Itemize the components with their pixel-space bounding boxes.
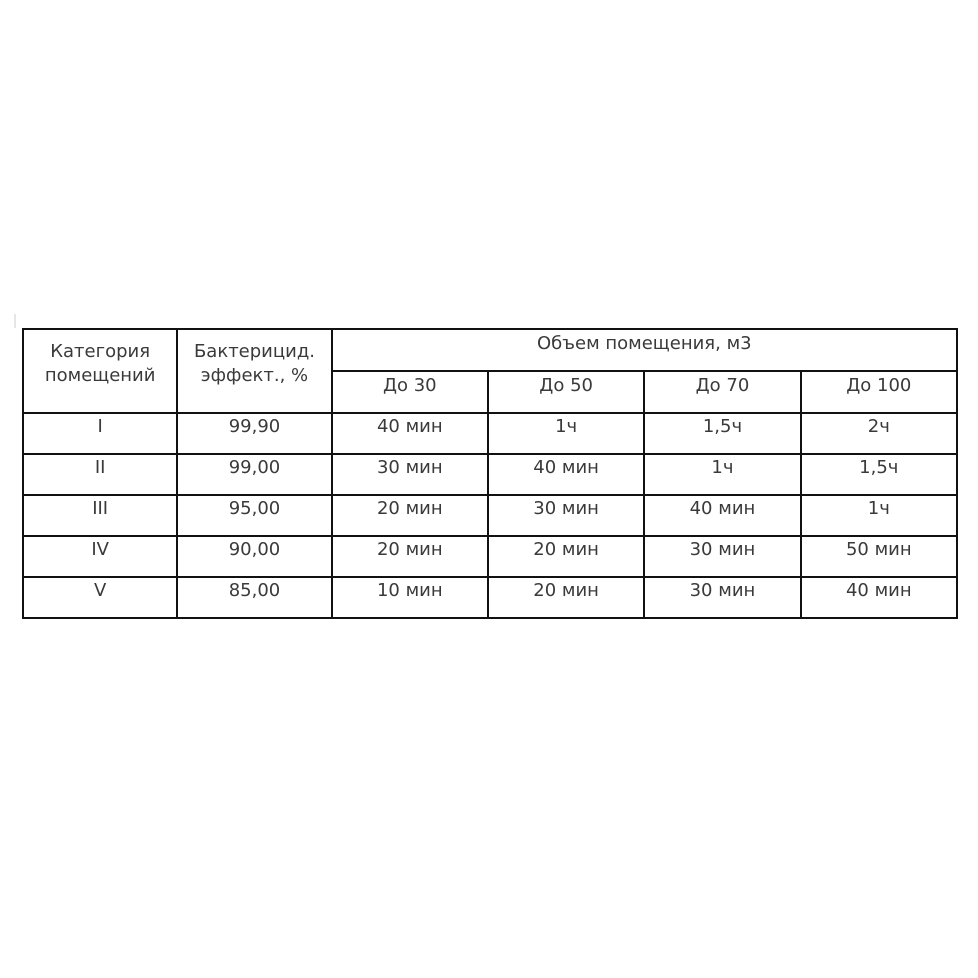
header-row [23, 329, 957, 371]
time-cell: 2ч [801, 413, 957, 454]
exposure-table-container [22, 328, 958, 619]
time-cell: 30 мин [644, 577, 800, 618]
category-cell: IV [23, 536, 177, 577]
time-cell: 1,5ч [801, 454, 957, 495]
page-edge-mark [14, 314, 16, 328]
category-cell: V [23, 577, 177, 618]
time-cell: 40 мин [488, 454, 644, 495]
exposure-time-table [22, 328, 958, 619]
category-cell: II [23, 454, 177, 495]
table-row [23, 454, 957, 495]
effect-cell: 99,00 [177, 454, 331, 495]
category-cell: I [23, 413, 177, 454]
header-volume-100: До 100 [801, 371, 957, 413]
header-category-line-1: Категория [50, 341, 151, 362]
time-cell: 30 мин [644, 536, 800, 577]
time-cell: 40 мин [332, 413, 488, 454]
header-category [23, 329, 177, 413]
effect-cell: 85,00 [177, 577, 331, 618]
header-effect-line-2: эффект., % [200, 365, 309, 386]
time-cell: 30 мин [332, 454, 488, 495]
table-row [23, 413, 957, 454]
time-cell: 1ч [488, 413, 644, 454]
time-cell: 30 мин [488, 495, 644, 536]
time-cell: 10 мин [332, 577, 488, 618]
header-volume-30: До 30 [332, 371, 488, 413]
category-cell: III [23, 495, 177, 536]
effect-cell: 95,00 [177, 495, 331, 536]
time-cell: 40 мин [644, 495, 800, 536]
time-cell: 1,5ч [644, 413, 800, 454]
header-volume: Объем помещения, м3 [332, 329, 957, 371]
header-effect-line-1: Бактерицид. [193, 341, 315, 362]
time-cell: 1ч [801, 495, 957, 536]
time-cell: 20 мин [332, 536, 488, 577]
effect-cell: 90,00 [177, 536, 331, 577]
time-cell: 1ч [644, 454, 800, 495]
table-row [23, 536, 957, 577]
table-row [23, 495, 957, 536]
header-volume-70: До 70 [644, 371, 800, 413]
time-cell: 20 мин [488, 536, 644, 577]
time-cell: 40 мин [801, 577, 957, 618]
header-category-line-2: помещений [44, 365, 156, 386]
header-effect [177, 329, 331, 413]
effect-cell: 99,90 [177, 413, 331, 454]
time-cell: 20 мин [332, 495, 488, 536]
time-cell: 20 мин [488, 577, 644, 618]
header-volume-50: До 50 [488, 371, 644, 413]
table-row [23, 577, 957, 618]
time-cell: 50 мин [801, 536, 957, 577]
